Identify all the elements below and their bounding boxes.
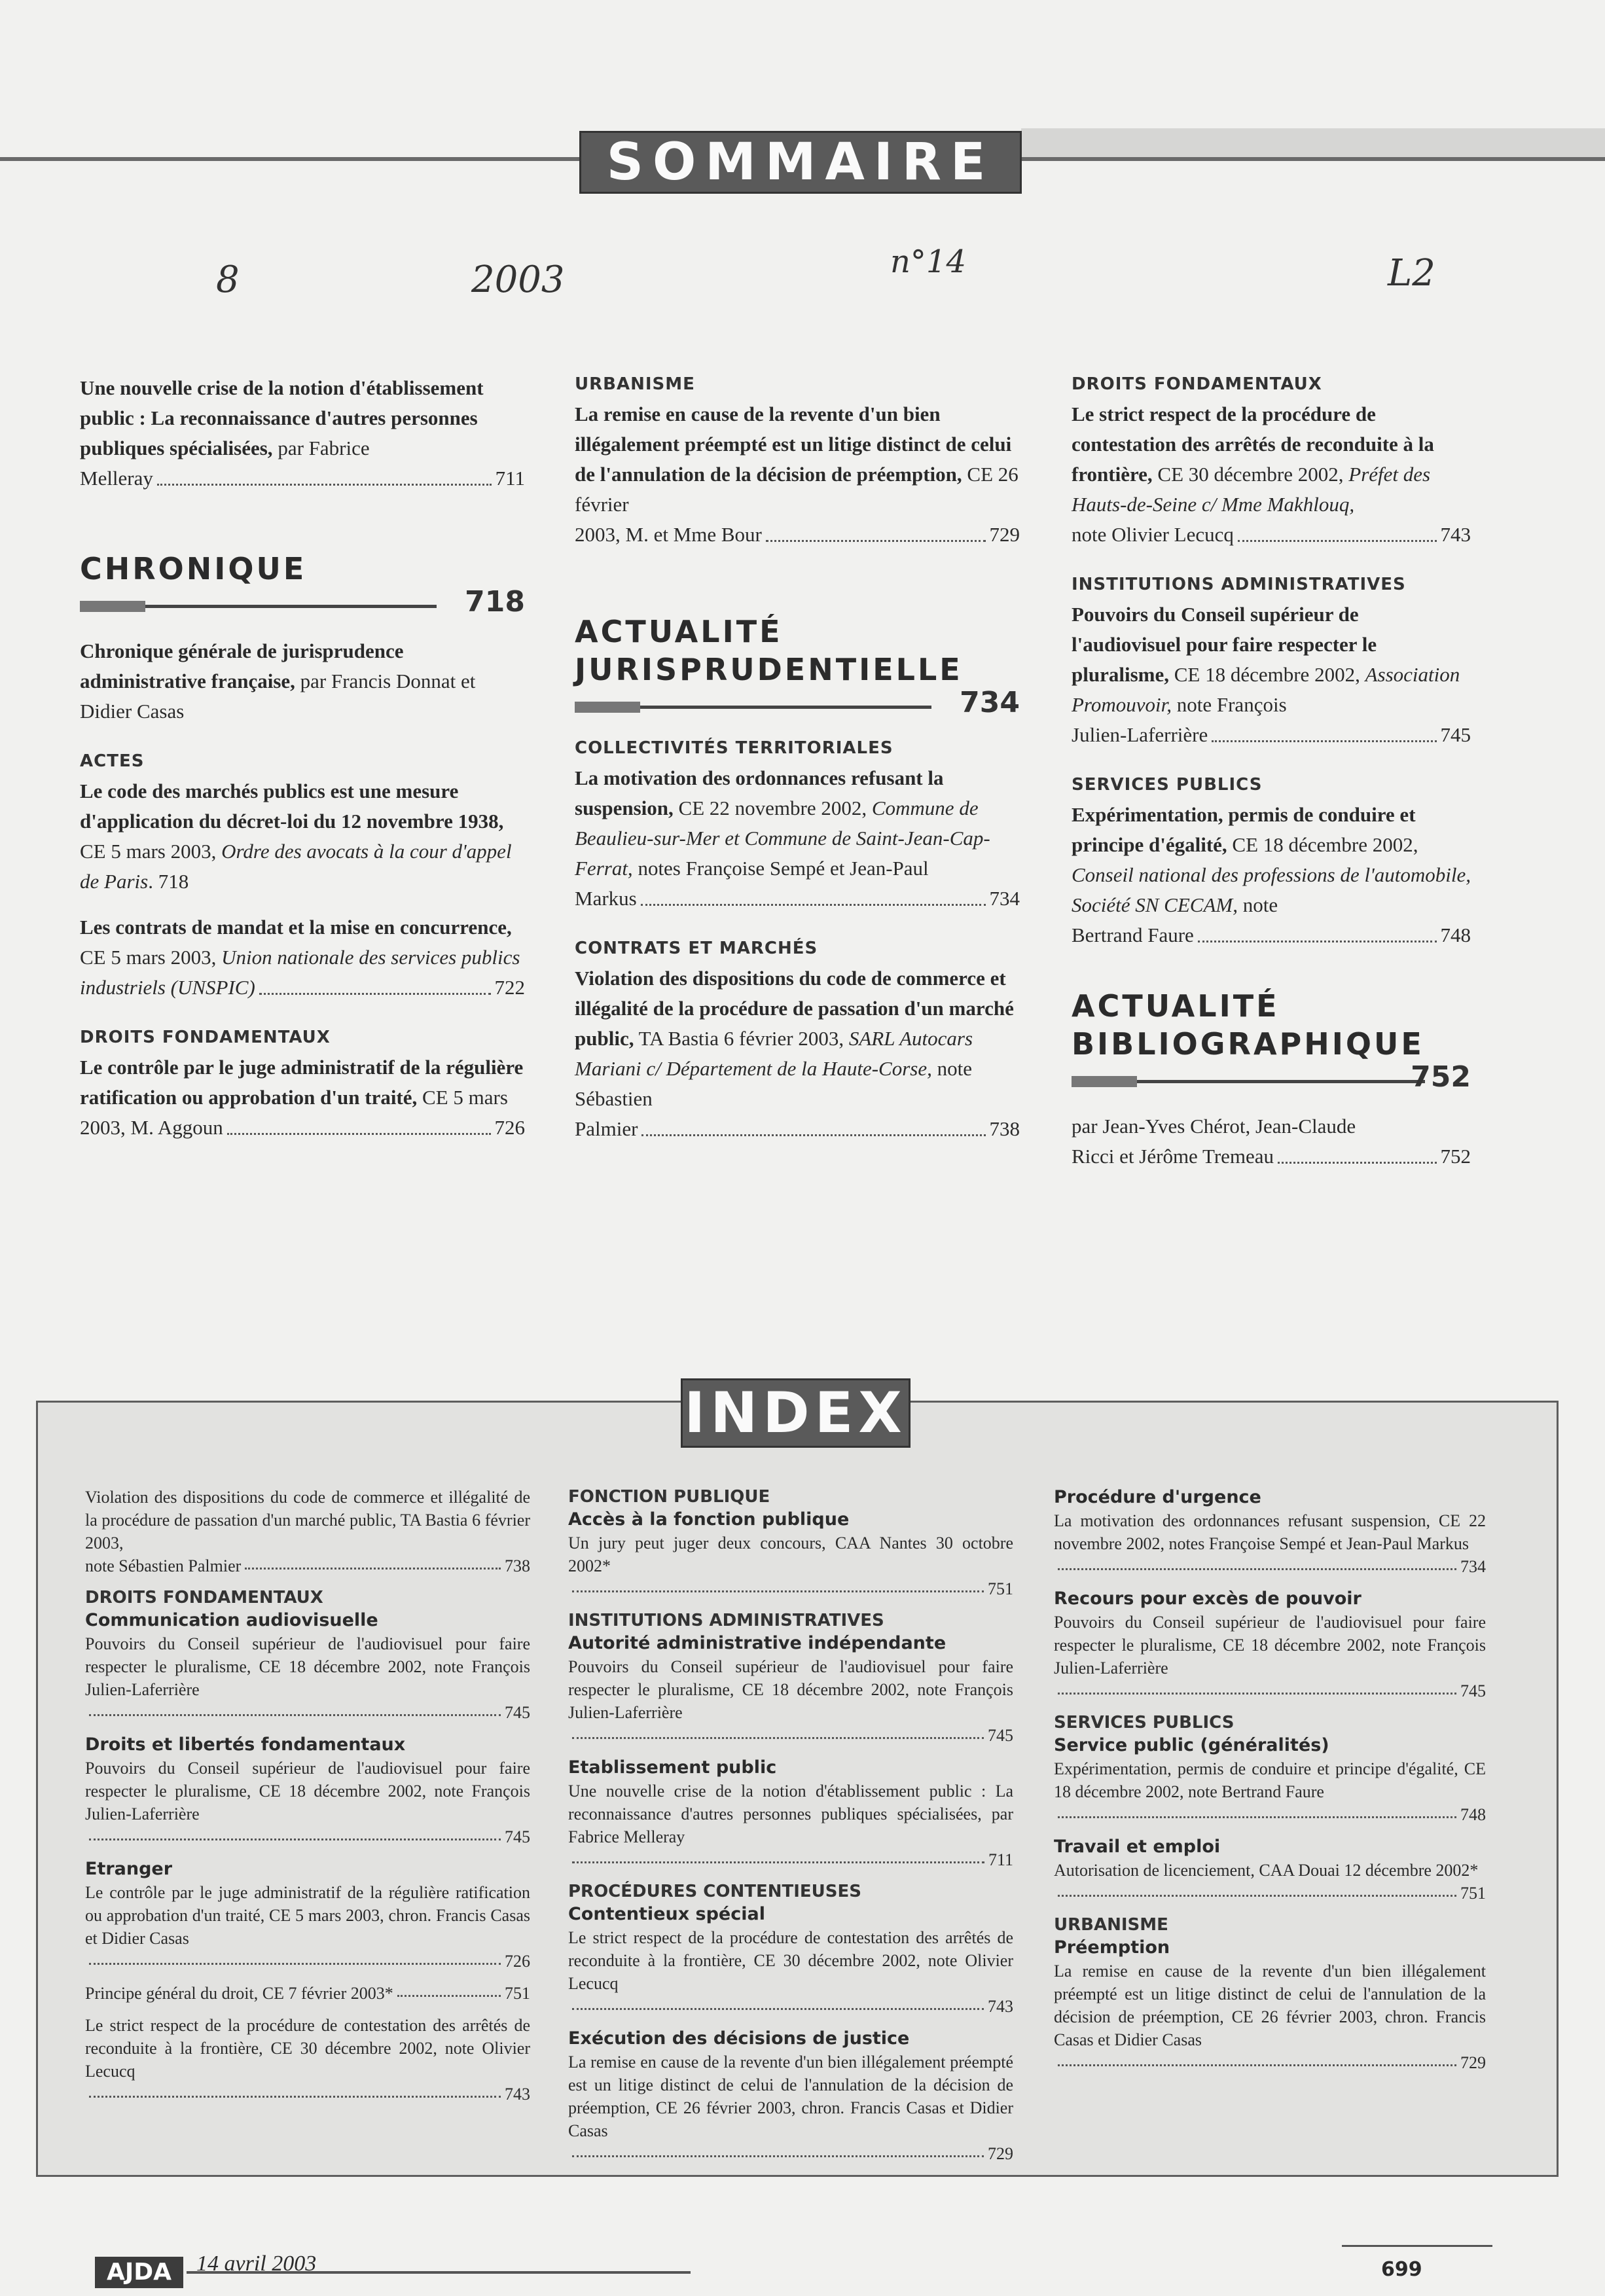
index-entry[interactable]: Principe général du droit, CE 7 février 2003* 751	[85, 1982, 530, 2005]
category-label: INSTITUTIONS ADMINISTRATIVES	[1072, 575, 1406, 594]
category-label: SERVICES PUBLICS	[1072, 775, 1263, 795]
index-category: FONCTION PUBLIQUE	[568, 1487, 770, 1507]
handwritten-mark: 8	[216, 259, 240, 301]
index-entry[interactable]: Violation des dispositions du code de commerce et illégalité de la procédure de passation d'un marché public, TA Bastia 6 février 2003, note Sébastien Palmier 738	[85, 1486, 530, 1577]
page-number: 726	[494, 1116, 525, 1139]
index-column-1	[85, 1486, 530, 2115]
toc-entry[interactable]: Expérimentation, permis de conduire et principe d'égalité, CE 18 décembre 2002, Conseil national des professions de l'automobile, Société SN CECAM, note Bertrand Faure 748	[1072, 800, 1471, 950]
page-number: 738	[989, 1117, 1020, 1140]
page-number: 745	[1460, 1681, 1486, 1700]
section-heading: JURISPRUDENTIELLE	[575, 652, 963, 687]
page-number: 729	[988, 2144, 1013, 2163]
index-subcategory: Recours pour excès de pouvoir	[1054, 1588, 1362, 1609]
index-category: INSTITUTIONS ADMINISTRATIVES	[568, 1611, 884, 1630]
page-number: 743	[1440, 523, 1471, 546]
page-number: 711	[495, 467, 525, 490]
page-number: 722	[494, 976, 525, 999]
index-subcategory: Etablissement public	[568, 1757, 777, 1778]
page-number: 745	[1440, 723, 1471, 746]
index-subcategory: Exécution des décisions de justice	[568, 2028, 910, 2049]
handwritten-mark: L2	[1388, 252, 1435, 295]
index-column-2	[568, 1486, 1013, 2174]
section-bar	[1072, 1060, 1471, 1094]
index-subcategory: Préemption	[1054, 1937, 1170, 1958]
section-bar	[80, 585, 525, 619]
toc-entry[interactable]: Les contrats de mandat et la mise en concurrence, CE 5 mars 2003, Union nationale des services publics industriels (UNSPIC) 722	[80, 912, 525, 1003]
toc-entry[interactable]: La remise en cause de la revente d'un bien illégalement préempté est un litige distinct de celui de l'annulation de la décision de préemption, CE 26 février 2003, M. et Mme Bour 729	[575, 399, 1020, 550]
page-number: 751	[988, 1579, 1013, 1598]
category-label: ACTES	[80, 751, 145, 771]
section-bar	[575, 686, 1020, 720]
page-number: 734	[1460, 1557, 1486, 1576]
category-label: COLLECTIVITÉS TERRITORIALES	[575, 738, 893, 758]
index-subcategory: Autorité administrative indépendante	[568, 1633, 947, 1653]
page-number: 745	[505, 1703, 530, 1722]
section-page: 752	[1411, 1060, 1471, 1094]
category-label: DROITS FONDAMENTAUX	[1072, 374, 1322, 394]
journal-logo: AJDA	[95, 2257, 183, 2288]
handwritten-mark: n°14	[890, 243, 966, 280]
index-subcategory: Droits et libertés fondamentaux	[85, 1734, 406, 1755]
page-number: 751	[505, 1984, 530, 2003]
index-subcategory: Travail et emploi	[1054, 1837, 1221, 1857]
page-number: 748	[1460, 1805, 1486, 1824]
toc-entry[interactable]: Violation des dispositions du code de commerce et illégalité de la procédure de passation d'un marché public, TA Bastia 6 février 2003, SARL Autocars Mariani c/ Département de la Haute-Corse, note Sébastien Palmier 738	[575, 963, 1020, 1144]
page-title: SOMMAIRE	[579, 131, 1022, 194]
page-number: 752	[1440, 1145, 1471, 1168]
page-number: 738	[505, 1556, 530, 1575]
index-title: INDEX	[681, 1378, 911, 1448]
index-column-3	[1054, 1486, 1486, 2083]
page-number: 745	[505, 1827, 530, 1846]
category-label: URBANISME	[575, 374, 695, 394]
index-category: DROITS FONDAMENTAUX	[85, 1588, 323, 1607]
index-entry[interactable]: Pouvoirs du Conseil supérieur de l'audiovisuel pour faire respecter le pluralisme, CE 18 décembre 2002, note François Julien-Laferrière 745	[568, 1655, 1013, 1747]
category-label: DROITS FONDAMENTAUX	[80, 1028, 331, 1047]
toc-column-1	[80, 373, 525, 1166]
index-subcategory: Procédure d'urgence	[1054, 1487, 1261, 1507]
section-heading: CHRONIQUE	[80, 551, 307, 586]
index-category: URBANISME	[1054, 1915, 1168, 1935]
index-category: SERVICES PUBLICS	[1054, 1713, 1235, 1732]
index-category: PROCÉDURES CONTENTIEUSES	[568, 1882, 861, 1901]
page-number: 745	[988, 1726, 1013, 1745]
page-number: 718	[158, 870, 189, 893]
index-subcategory: Accès à la fonction publique	[568, 1509, 850, 1530]
section-heading: ACTUALITÉ	[575, 614, 783, 649]
toc-entry[interactable]: Chronique générale de jurisprudence administrative française, par Francis Donnat et Didier Casas	[80, 639, 476, 723]
index-entry[interactable]: Pouvoirs du Conseil supérieur de l'audiovisuel pour faire respecter le pluralisme, CE 18 décembre 2002, note François Julien-Laferrière 745	[85, 1632, 530, 1724]
index-subcategory: Contentieux spécial	[568, 1904, 765, 1924]
index-entry[interactable]: Le strict respect de la procédure de contestation des arrêtés de reconduite à la frontière, CE 30 décembre 2002, note Olivier Lecucq 743	[568, 1926, 1013, 2018]
page-number: 726	[505, 1952, 530, 1971]
toc-column-3	[1072, 373, 1471, 1195]
toc-entry[interactable]: Pouvoirs du Conseil supérieur de l'audiovisuel pour faire respecter le pluralisme, CE 18 décembre 2002, Association Promouvoir, note François Julien-Laferrière 745	[1072, 600, 1471, 750]
toc-entry[interactable]: Le strict respect de la procédure de contestation des arrêtés de reconduite à la frontière, CE 30 décembre 2002, Préfet des Hauts-de-Seine c/ Mme Makhlouq, note Olivier Lecucq 743	[1072, 399, 1471, 550]
index-subcategory: Etranger	[85, 1859, 173, 1879]
page-number: 743	[988, 1997, 1013, 2016]
toc-entry[interactable]: Le contrôle par le juge administratif de la régulière ratification ou approbation d'un traité, CE 5 mars 2003, M. Aggoun 726	[80, 1052, 525, 1143]
index-entry[interactable]: La motivation des ordonnances refusant suspension, CE 22 novembre 2002, notes Françoise Sempé et Jean-Paul Markus 734	[1054, 1509, 1486, 1578]
index-entry[interactable]: La remise en cause de la revente d'un bien illégalement préempté est un litige distinct de celui de l'annulation de la décision de préemption, CE 26 février 2003, chron. Francis Casas et Didier Casas 729	[568, 2051, 1013, 2165]
page-number: 743	[505, 2085, 530, 2104]
page-number: 711	[988, 1850, 1013, 1869]
index-entry[interactable]: Le contrôle par le juge administratif de la régulière ratification ou approbation d'un traité, CE 5 mars 2003, chron. Francis Casas et Didier Casas 726	[85, 1881, 530, 1973]
index-subcategory: Service public (généralités)	[1054, 1735, 1329, 1755]
toc-entry[interactable]: La motivation des ordonnances refusant la suspension, CE 22 novembre 2002, Commune de Beaulieu-sur-Mer et Commune de Saint-Jean-Cap-Ferrat, notes Françoise Sempé et Jean-Paul Markus 734	[575, 763, 1020, 914]
category-label: CONTRATS ET MARCHÉS	[575, 939, 818, 958]
page-number: 748	[1440, 924, 1471, 946]
section-heading: ACTUALITÉ	[1072, 988, 1280, 1024]
section-page: 734	[960, 686, 1020, 719]
issue-date: 14 avril 2003	[196, 2251, 317, 2276]
index-entry[interactable]: Le strict respect de la procédure de contestation des arrêtés de reconduite à la frontière, CE 30 décembre 2002, note Olivier Lecucq 743	[85, 2014, 530, 2106]
section-page: 718	[465, 585, 525, 619]
index-subcategory: Communication audiovisuelle	[85, 1610, 378, 1630]
toc-entry[interactable]: Une nouvelle crise de la notion d'établissement public : La reconnaissance d'autres personnes publiques spécialisées, par Fabrice Melleray 711	[80, 373, 525, 493]
page-number: 751	[1460, 1884, 1486, 1903]
index-entry[interactable]: Un jury peut juger deux concours, CAA Nantes 30 octobre 2002* 751	[568, 1532, 1013, 1600]
folio-page-number: 699	[1381, 2258, 1422, 2281]
section-heading: BIBLIOGRAPHIQUE	[1072, 1026, 1424, 1062]
toc-entry[interactable]: Le code des marchés publics est une mesure d'application du décret-loi du 12 novembre 1938, CE 5 mars 2003, Ordre des avocats à la cour d'appel de Paris. 718	[80, 780, 512, 893]
index-entry[interactable]: Expérimentation, permis de conduire et principe d'égalité, CE 18 décembre 2002, note Bertrand Faure 748	[1054, 1757, 1486, 1826]
handwritten-mark: 2003	[471, 259, 565, 301]
index-entry[interactable]: Autorisation de licenciement, CAA Douai 12 décembre 2002* 751	[1054, 1859, 1486, 1905]
index-entry[interactable]: La remise en cause de la revente d'un bien illégalement préempté est un litige distinct de celui de l'annulation de la décision de préemption, CE 26 février 2003, chron. Francis Casas et Didier Casas 729	[1054, 1960, 1486, 2074]
page-number: 729	[989, 523, 1020, 546]
index-entry[interactable]: Une nouvelle crise de la notion d'établissement public : La reconnaissance d'autres personnes publiques spécialisées, par Fabrice Melleray 711	[568, 1780, 1013, 1871]
index-entry[interactable]: Pouvoirs du Conseil supérieur de l'audiovisuel pour faire respecter le pluralisme, CE 18 décembre 2002, note François Julien-Laferrière 745	[1054, 1611, 1486, 1702]
page-number: 734	[989, 887, 1020, 910]
index-entry[interactable]: Pouvoirs du Conseil supérieur de l'audiovisuel pour faire respecter le pluralisme, CE 18 décembre 2002, note François Julien-Laferrière 745	[85, 1757, 530, 1848]
header-shade	[1021, 128, 1605, 161]
toc-column-2	[575, 373, 1020, 1168]
page-number: 729	[1460, 2053, 1486, 2072]
toc-entry[interactable]: par Jean-Yves Chérot, Jean-Claude Ricci et Jérôme Tremeau 752	[1072, 1111, 1471, 1172]
footer-rule	[1342, 2245, 1492, 2247]
